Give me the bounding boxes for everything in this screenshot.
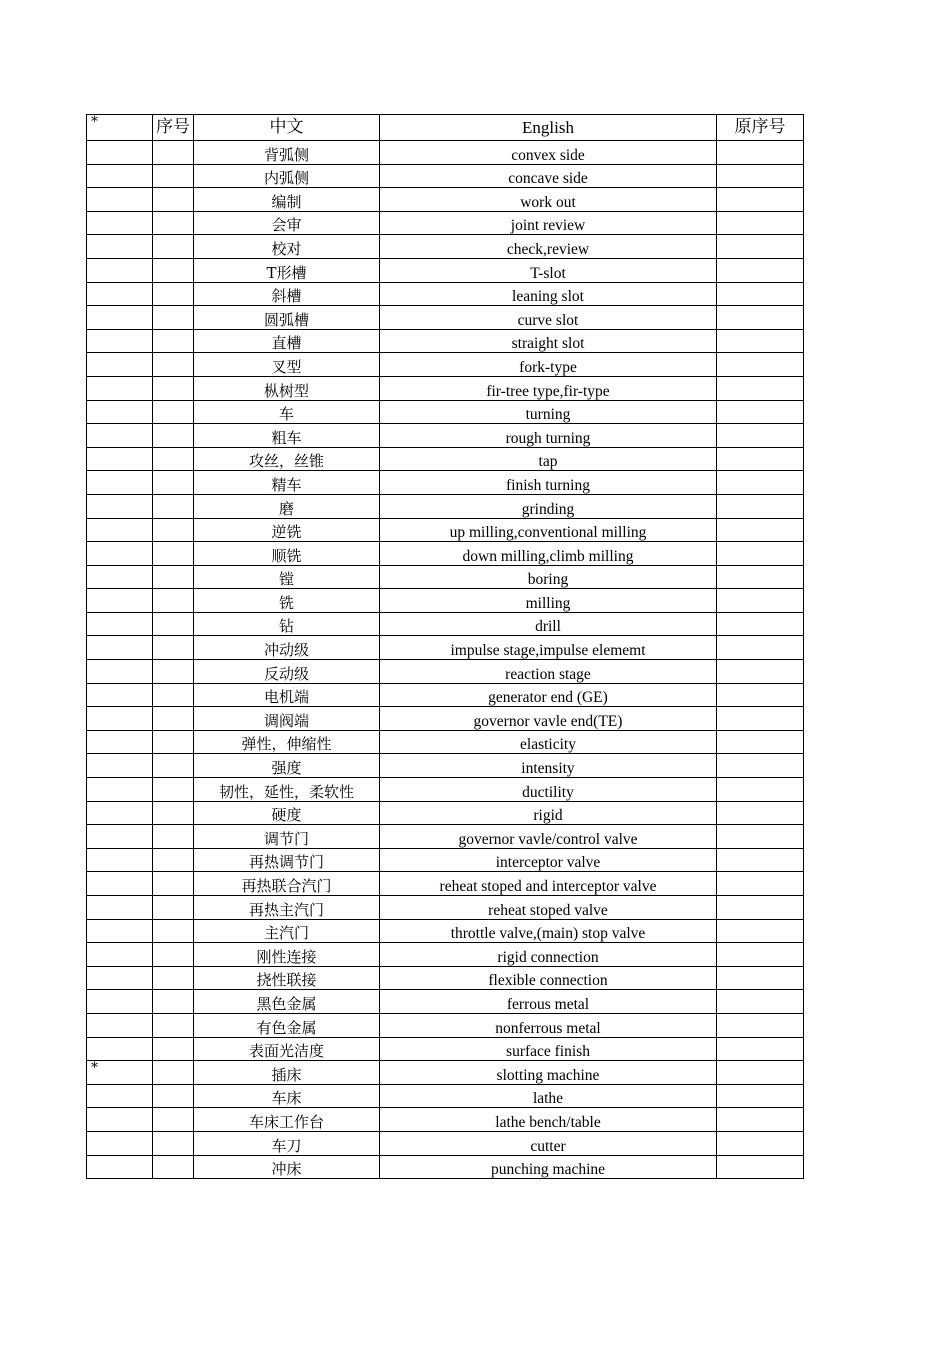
- star-cell: [87, 188, 153, 212]
- table-row: [87, 589, 804, 613]
- english-term-cell: nonferrous metal: [380, 1013, 717, 1037]
- table-row: [87, 660, 804, 684]
- english-term-cell: curve slot: [380, 306, 717, 330]
- original-index-cell: [717, 424, 804, 448]
- english-term-cell: ductility: [380, 778, 717, 802]
- table-row: [87, 518, 804, 542]
- star-cell: *: [87, 1061, 153, 1085]
- english-term-cell: slotting machine: [380, 1061, 717, 1085]
- chinese-term-cell: 车刀: [194, 1131, 380, 1155]
- chinese-term-cell: 冲床: [194, 1155, 380, 1179]
- index-cell: [153, 1013, 194, 1037]
- index-cell: [153, 589, 194, 613]
- table-row: [87, 447, 804, 471]
- english-term-cell: up milling,conventional milling: [380, 518, 717, 542]
- english-term-cell: boring: [380, 565, 717, 589]
- original-index-cell: [717, 589, 804, 613]
- star-cell: [87, 494, 153, 518]
- header-index: 序号: [153, 115, 194, 141]
- chinese-term-cell: 粗车: [194, 424, 380, 448]
- original-index-cell: [717, 872, 804, 896]
- star-cell: [87, 400, 153, 424]
- table-row: [87, 235, 804, 259]
- english-term-cell: impulse stage,impulse elememt: [380, 636, 717, 660]
- star-cell: [87, 353, 153, 377]
- table-row: [87, 1013, 804, 1037]
- english-term-cell: fork-type: [380, 353, 717, 377]
- chinese-term-cell: 韧性，延性，柔软性: [194, 778, 380, 802]
- original-index-cell: [717, 1131, 804, 1155]
- index-cell: [153, 872, 194, 896]
- chinese-term-cell: 主汽门: [194, 919, 380, 943]
- english-term-cell: punching machine: [380, 1155, 717, 1179]
- chinese-term-cell: 逆铣: [194, 518, 380, 542]
- chinese-term-cell: 编制: [194, 188, 380, 212]
- original-index-cell: [717, 660, 804, 684]
- table-row: [87, 990, 804, 1014]
- english-term-cell: grinding: [380, 494, 717, 518]
- star-cell: [87, 1084, 153, 1108]
- star-cell: [87, 612, 153, 636]
- star-cell: [87, 1131, 153, 1155]
- original-index-cell: [717, 707, 804, 731]
- chinese-term-cell: 圆弧槽: [194, 306, 380, 330]
- original-index-cell: [717, 400, 804, 424]
- chinese-term-cell: 枞树型: [194, 376, 380, 400]
- index-cell: [153, 565, 194, 589]
- english-term-cell: throttle valve,(main) stop valve: [380, 919, 717, 943]
- english-term-cell: concave side: [380, 164, 717, 188]
- table-row: [87, 282, 804, 306]
- star-cell: [87, 1155, 153, 1179]
- table-row: [87, 1061, 804, 1085]
- english-term-cell: governor vavle/control valve: [380, 825, 717, 849]
- english-term-cell: reaction stage: [380, 660, 717, 684]
- original-index-cell: [717, 1013, 804, 1037]
- table-row: [87, 919, 804, 943]
- table-row: [87, 1037, 804, 1061]
- chinese-term-cell: 车床: [194, 1084, 380, 1108]
- chinese-term-cell: 再热主汽门: [194, 896, 380, 920]
- star-cell: [87, 589, 153, 613]
- table-row: [87, 1084, 804, 1108]
- index-cell: [153, 400, 194, 424]
- table-row: [87, 494, 804, 518]
- original-index-cell: [717, 542, 804, 566]
- english-term-cell: leaning slot: [380, 282, 717, 306]
- index-cell: [153, 424, 194, 448]
- chinese-term-cell: 刚性连接: [194, 943, 380, 967]
- original-index-cell: [717, 1037, 804, 1061]
- star-cell: [87, 848, 153, 872]
- chinese-term-cell: 车: [194, 400, 380, 424]
- english-term-cell: drill: [380, 612, 717, 636]
- star-cell: [87, 424, 153, 448]
- index-cell: [153, 825, 194, 849]
- index-cell: [153, 164, 194, 188]
- table-row: [87, 801, 804, 825]
- index-cell: [153, 919, 194, 943]
- english-term-cell: rough turning: [380, 424, 717, 448]
- chinese-term-cell: 内弧侧: [194, 164, 380, 188]
- table-row: [87, 754, 804, 778]
- chinese-term-cell: 有色金属: [194, 1013, 380, 1037]
- index-cell: [153, 943, 194, 967]
- table-row: [87, 542, 804, 566]
- english-term-cell: elasticity: [380, 730, 717, 754]
- chinese-term-cell: 镗: [194, 565, 380, 589]
- english-term-cell: governor vavle end(TE): [380, 707, 717, 731]
- english-term-cell: lathe: [380, 1084, 717, 1108]
- english-term-cell: ferrous metal: [380, 990, 717, 1014]
- english-term-cell: finish turning: [380, 471, 717, 495]
- star-cell: [87, 730, 153, 754]
- table-body: [87, 141, 804, 1179]
- star-cell: [87, 636, 153, 660]
- index-cell: [153, 707, 194, 731]
- chinese-term-cell: 直槽: [194, 329, 380, 353]
- english-term-cell: surface finish: [380, 1037, 717, 1061]
- star-cell: [87, 235, 153, 259]
- original-index-cell: [717, 825, 804, 849]
- original-index-cell: [717, 235, 804, 259]
- chinese-term-cell: 精车: [194, 471, 380, 495]
- star-cell: [87, 1108, 153, 1132]
- table-row: [87, 188, 804, 212]
- english-term-cell: flexible connection: [380, 966, 717, 990]
- index-cell: [153, 848, 194, 872]
- table-row: [87, 636, 804, 660]
- table-row: [87, 141, 804, 165]
- star-cell: [87, 471, 153, 495]
- star-cell: [87, 660, 153, 684]
- table-row: [87, 565, 804, 589]
- index-cell: [153, 966, 194, 990]
- english-term-cell: convex side: [380, 141, 717, 165]
- index-cell: [153, 353, 194, 377]
- table-row: [87, 376, 804, 400]
- star-cell: [87, 329, 153, 353]
- english-term-cell: interceptor valve: [380, 848, 717, 872]
- original-index-cell: [717, 282, 804, 306]
- original-index-cell: [717, 376, 804, 400]
- index-cell: [153, 801, 194, 825]
- index-cell: [153, 258, 194, 282]
- index-cell: [153, 235, 194, 259]
- original-index-cell: [717, 494, 804, 518]
- table-row: [87, 778, 804, 802]
- original-index-cell: [717, 990, 804, 1014]
- english-term-cell: intensity: [380, 754, 717, 778]
- index-cell: [153, 1084, 194, 1108]
- index-cell: [153, 990, 194, 1014]
- index-cell: [153, 1108, 194, 1132]
- star-cell: [87, 376, 153, 400]
- star-cell: [87, 919, 153, 943]
- index-cell: [153, 636, 194, 660]
- table-row: [87, 1155, 804, 1179]
- index-cell: [153, 141, 194, 165]
- original-index-cell: [717, 471, 804, 495]
- english-term-cell: straight slot: [380, 329, 717, 353]
- english-term-cell: rigid connection: [380, 943, 717, 967]
- chinese-term-cell: 强度: [194, 754, 380, 778]
- table-row: [87, 896, 804, 920]
- table-row: [87, 424, 804, 448]
- english-term-cell: rigid: [380, 801, 717, 825]
- english-term-cell: reheat stoped valve: [380, 896, 717, 920]
- index-cell: [153, 306, 194, 330]
- index-cell: [153, 329, 194, 353]
- index-cell: [153, 612, 194, 636]
- original-index-cell: [717, 754, 804, 778]
- original-index-cell: [717, 188, 804, 212]
- header-star: *: [87, 115, 153, 141]
- table-row: [87, 825, 804, 849]
- chinese-term-cell: 校对: [194, 235, 380, 259]
- english-term-cell: tap: [380, 447, 717, 471]
- original-index-cell: [717, 730, 804, 754]
- index-cell: [153, 447, 194, 471]
- original-index-cell: [717, 141, 804, 165]
- original-index-cell: [717, 943, 804, 967]
- original-index-cell: [717, 966, 804, 990]
- original-index-cell: [717, 612, 804, 636]
- star-cell: [87, 164, 153, 188]
- index-cell: [153, 1131, 194, 1155]
- table-row: [87, 1108, 804, 1132]
- chinese-term-cell: 反动级: [194, 660, 380, 684]
- chinese-term-cell: 钻: [194, 612, 380, 636]
- glossary-table: [86, 114, 804, 1179]
- original-index-cell: [717, 1108, 804, 1132]
- english-term-cell: turning: [380, 400, 717, 424]
- index-cell: [153, 211, 194, 235]
- original-index-cell: [717, 801, 804, 825]
- english-term-cell: generator end (GE): [380, 683, 717, 707]
- chinese-term-cell: 再热联合汽门: [194, 872, 380, 896]
- star-cell: [87, 778, 153, 802]
- index-cell: [153, 1037, 194, 1061]
- original-index-cell: [717, 353, 804, 377]
- star-cell: [87, 282, 153, 306]
- chinese-term-cell: 背弧侧: [194, 141, 380, 165]
- original-index-cell: [717, 919, 804, 943]
- table-row: [87, 258, 804, 282]
- star-cell: [87, 542, 153, 566]
- english-term-cell: work out: [380, 188, 717, 212]
- chinese-term-cell: 叉型: [194, 353, 380, 377]
- chinese-term-cell: 弹性，伸缩性: [194, 730, 380, 754]
- english-term-cell: fir-tree type,fir-type: [380, 376, 717, 400]
- original-index-cell: [717, 778, 804, 802]
- star-cell: [87, 211, 153, 235]
- index-cell: [153, 188, 194, 212]
- chinese-term-cell: 车床工作台: [194, 1108, 380, 1132]
- star-cell: [87, 565, 153, 589]
- table-row: [87, 211, 804, 235]
- table-row: [87, 1131, 804, 1155]
- original-index-cell: [717, 1061, 804, 1085]
- table-row: [87, 471, 804, 495]
- original-index-cell: [717, 329, 804, 353]
- original-index-cell: [717, 565, 804, 589]
- chinese-term-cell: 斜槽: [194, 282, 380, 306]
- original-index-cell: [717, 1155, 804, 1179]
- star-cell: [87, 1013, 153, 1037]
- star-cell: [87, 707, 153, 731]
- english-term-cell: joint review: [380, 211, 717, 235]
- index-cell: [153, 282, 194, 306]
- index-cell: [153, 660, 194, 684]
- chinese-term-cell: T形槽: [194, 258, 380, 282]
- chinese-term-cell: 调阀端: [194, 707, 380, 731]
- index-cell: [153, 1155, 194, 1179]
- original-index-cell: [717, 518, 804, 542]
- star-cell: [87, 447, 153, 471]
- table-row: [87, 612, 804, 636]
- index-cell: [153, 730, 194, 754]
- star-cell: [87, 683, 153, 707]
- chinese-term-cell: 挠性联接: [194, 966, 380, 990]
- star-cell: [87, 896, 153, 920]
- index-cell: [153, 1061, 194, 1085]
- english-term-cell: cutter: [380, 1131, 717, 1155]
- original-index-cell: [717, 636, 804, 660]
- table-row: [87, 329, 804, 353]
- index-cell: [153, 778, 194, 802]
- star-cell: [87, 966, 153, 990]
- table-row: [87, 353, 804, 377]
- original-index-cell: [717, 848, 804, 872]
- star-cell: [87, 872, 153, 896]
- index-cell: [153, 896, 194, 920]
- original-index-cell: [717, 896, 804, 920]
- star-cell: [87, 141, 153, 165]
- star-cell: [87, 258, 153, 282]
- star-cell: [87, 518, 153, 542]
- header-english: English: [380, 115, 717, 141]
- chinese-term-cell: 冲动级: [194, 636, 380, 660]
- table-row: [87, 872, 804, 896]
- header-row: [87, 115, 804, 141]
- star-cell: [87, 1037, 153, 1061]
- table-row: [87, 966, 804, 990]
- star-cell: [87, 943, 153, 967]
- chinese-term-cell: 攻丝，丝锥: [194, 447, 380, 471]
- index-cell: [153, 518, 194, 542]
- table-row: [87, 943, 804, 967]
- english-term-cell: lathe bench/table: [380, 1108, 717, 1132]
- original-index-cell: [717, 306, 804, 330]
- index-cell: [153, 376, 194, 400]
- chinese-term-cell: 磨: [194, 494, 380, 518]
- star-cell: [87, 801, 153, 825]
- star-cell: [87, 754, 153, 778]
- chinese-term-cell: 再热调节门: [194, 848, 380, 872]
- index-cell: [153, 683, 194, 707]
- table-row: [87, 306, 804, 330]
- chinese-term-cell: 硬度: [194, 801, 380, 825]
- chinese-term-cell: 会审: [194, 211, 380, 235]
- table-row: [87, 400, 804, 424]
- chinese-term-cell: 铣: [194, 589, 380, 613]
- header-original-index: 原序号: [717, 115, 804, 141]
- original-index-cell: [717, 211, 804, 235]
- chinese-term-cell: 调节门: [194, 825, 380, 849]
- table-row: [87, 683, 804, 707]
- star-cell: [87, 990, 153, 1014]
- table-row: [87, 707, 804, 731]
- english-term-cell: milling: [380, 589, 717, 613]
- star-cell: [87, 825, 153, 849]
- chinese-term-cell: 电机端: [194, 683, 380, 707]
- original-index-cell: [717, 1084, 804, 1108]
- original-index-cell: [717, 447, 804, 471]
- index-cell: [153, 471, 194, 495]
- index-cell: [153, 494, 194, 518]
- chinese-term-cell: 顺铣: [194, 542, 380, 566]
- table-row: [87, 164, 804, 188]
- star-cell: [87, 306, 153, 330]
- chinese-term-cell: 表面光洁度: [194, 1037, 380, 1061]
- english-term-cell: reheat stoped and interceptor valve: [380, 872, 717, 896]
- header-chinese: 中文: [194, 115, 380, 141]
- index-cell: [153, 754, 194, 778]
- original-index-cell: [717, 683, 804, 707]
- table-row: [87, 730, 804, 754]
- table-row: [87, 848, 804, 872]
- chinese-term-cell: 插床: [194, 1061, 380, 1085]
- english-term-cell: T-slot: [380, 258, 717, 282]
- english-term-cell: down milling,climb milling: [380, 542, 717, 566]
- chinese-term-cell: 黑色金属: [194, 990, 380, 1014]
- index-cell: [153, 542, 194, 566]
- original-index-cell: [717, 164, 804, 188]
- original-index-cell: [717, 258, 804, 282]
- english-term-cell: check,review: [380, 235, 717, 259]
